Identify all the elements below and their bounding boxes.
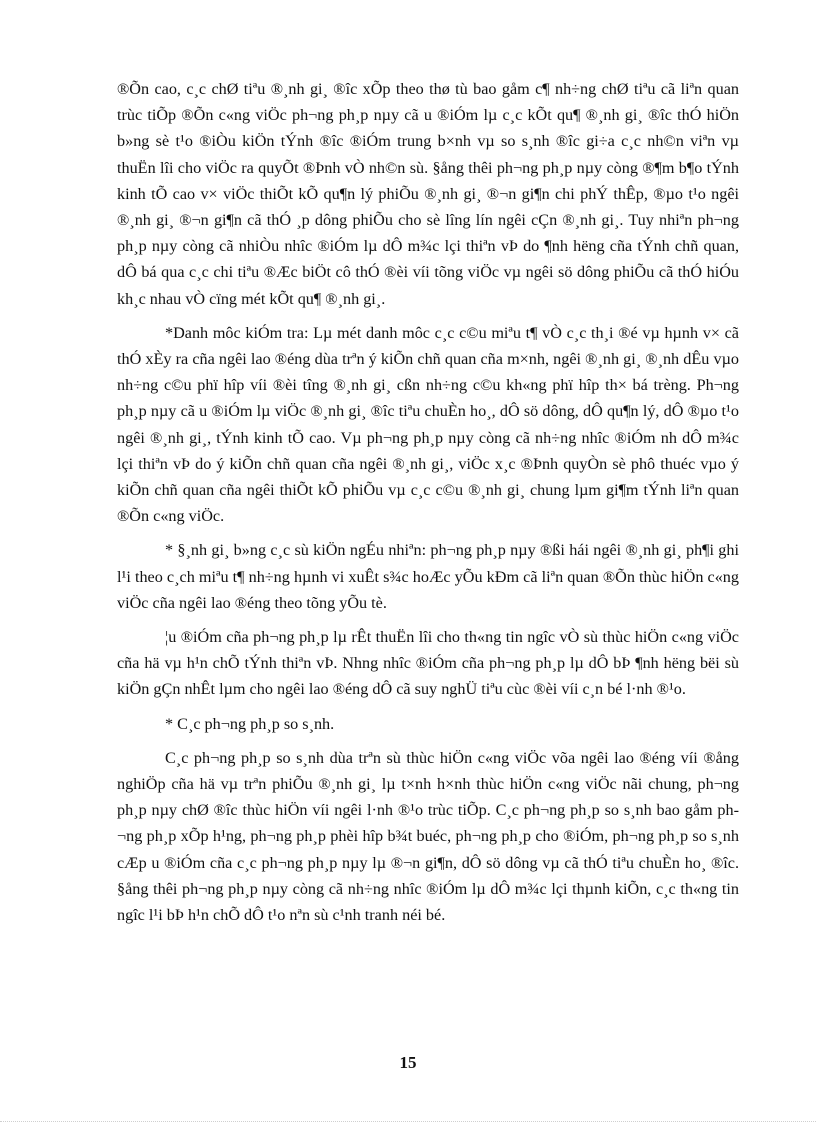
paragraph-critical-incidents-method: * §¸nh gi¸ b»ng c¸c sù kiÖn ngÉu nhiªn: ph¬ng ph¸p nµy ®ßi hái ngêi ®¸nh gi¸ ph¶i ghi l¹i theo c¸ch miªu t¶ nh÷ng hµnh vi xuÊt s¾c hoÆc yÕu kÐm cã liªn quan ®Õn thùc hiÖn c«ng viÖc cña ngêi lao ®éng theo tõng yÕu tè. [117, 541, 739, 612]
paragraph-rating-scale-continuation: ®Õn cao, c¸c chØ tiªu ®¸nh gi¸ ®îc xÕp theo thø tù bao gåm c¶ nh÷ng chØ tiªu cã liªn quan trùc tiÕp ®Õn c«ng viÖc ph¬ng ph¸p nµy cã u ®iÓm lµ c¸c kÕt qu¶ ®¸nh gi¸ ®îc thÓ hiÖn b»ng sè t¹o ®iÒu kiÖn tÝnh ®îc ®iÓm trung b×nh vµ so s¸nh ®îc gi÷a c¸c nh©n viªn vµ thuËn lîi cho viÖc ra quyÕt ®Þnh vÒ nh©n sù. §ång thêi ph¬ng ph¸p nµy còng ®¶m b¶o tÝnh kinh tÕ cao v× viÖc thiÕt kÕ qu¶n lý phiÕu ®¸nh gi¸ ®¬n gi¶n chi phÝ thÊp, ®µo t¹o ngêi ®¸nh gi¸ ®¬n gi¶n cã thÓ ¸p dông phiÕu cho sè lîng lín ngêi cÇn ®¸nh gi¸. Tuy nhiªn ph¬ng ph¸p nµy còng cã nhiÒu nhîc ®iÓm lµ dÔ m¾c lçi thiªn vÞ do ¶nh hëng cña tÝnh chñ quan, dÔ bá qua c¸c chi tiªu ®Æc biÖt cô thÓ ®èi víi tõng viÖc vµ ngêi sö dông phiÕu cã thÓ hiÓu kh¸c nhau vÒ cïng mét kÕt qu¶ ®¸nh gi¸. [117, 80, 739, 308]
page-number: 15 [399, 1053, 417, 1072]
paragraph-checklist-method: *Danh môc kiÓm tra: Lµ mét danh môc c¸c c©u miªu t¶ vÒ c¸c th¸i ®é vµ hµnh v× cã thÓ xÈy ra cña ngêi lao ®éng dùa trªn ý kiÕn chñ quan cña m×nh, ngêi ®¸nh gi¸ ®¸nh dÊu vµo nh÷ng c©u phï hîp víi ®èi tîng ®¸nh gi¸ cßn nh÷ng c©u kh«ng phï hîp th× bá trèng. Ph¬ng ph¸p nµy cã u ®iÓm lµ viÖc ®¸nh gi¸ ®îc tiªu chuÈn ho¸, dÔ sö dông, dÔ qu¶n lý, dÔ ®µo t¹o ngêi ®¸nh gi¸, tÝnh kinh tÕ cao. Vµ ph¬ng ph¸p nµy còng cã nh÷ng nhîc ®iÓm nh dÔ m¾c lçi thiªn vÞ do ý kiÕn chñ quan cña ngêi ®¸nh gi¸, viÖc x¸c ®Þnh quyÒn sè phô thuéc vµo ý kiÕn chñ quan cña ngêi thiÕt kÕ phiÕu vµ c¸c c©u ®¸nh gi¸ chung lµm gi¶m tÝnh liªn quan ®Õn c«ng viÖc. [117, 323, 739, 526]
paragraph-critical-incidents-pros-cons: ¦u ®iÓm cña ph¬ng ph¸p lµ rÊt thuËn lîi cho th«ng tin ngîc vÒ sù thùc hiÖn c«ng viÖc cña hä vµ h¹n chÕ tÝnh thiªn vÞ. Nhng nhîc ®iÓm cña ph¬ng ph¸p lµ dÔ bÞ ¶nh hëng bëi sù kiÖn gÇn nhÊt lµm cho ngêi lao ®éng dÔ cã suy nghÜ tiªu cùc ®èi víi c¸n bé l·nh ®¹o. [117, 628, 739, 699]
paragraph-comparison-methods: C¸c ph¬ng ph¸p so s¸nh dùa trªn sù thùc hiÖn c«ng viÖc võa ngêi lao ®éng víi ®ång nghiÖp cña hä vµ trªn phiÕu ®¸nh gi¸ lµ t×nh h×nh thùc hiÖn c«ng viÖc nãi chung, ph¬ng ph¸p nµy chØ ®îc thùc hiÖn víi ngêi l·nh ®¹o trùc tiÕp. C¸c ph¬ng ph¸p so s¸nh bao gåm ph¬ng ph¸p xÕp h¹ng, ph¬ng ph¸p phèi hîp b¾t buéc, ph¬ng ph¸p cho ®iÓm, ph¬ng ph¸p so s¸nh cÆp u ®iÓm cña c¸c ph¬ng ph¸p nµy lµ ®¬n gi¶n, dÔ sö dông vµ cã thÓ tiªu chuÈn ho¸ ®îc. §ång thêi ph¬ng ph¸p nµy còng cã nh÷ng nhîc ®iÓm lµ dÔ m¾c lçi thµnh kiÕn, c¸c th«ng tin ngîc l¹i bÞ h¹n chÕ dÔ t¹o nªn sù c¹nh tranh néi bé. [117, 748, 739, 925]
bottom-divider [0, 1121, 816, 1122]
page-body [117, 76, 739, 936]
section-heading-comparison-methods: * C¸c ph¬ng ph¸p so s¸nh. [165, 714, 335, 733]
